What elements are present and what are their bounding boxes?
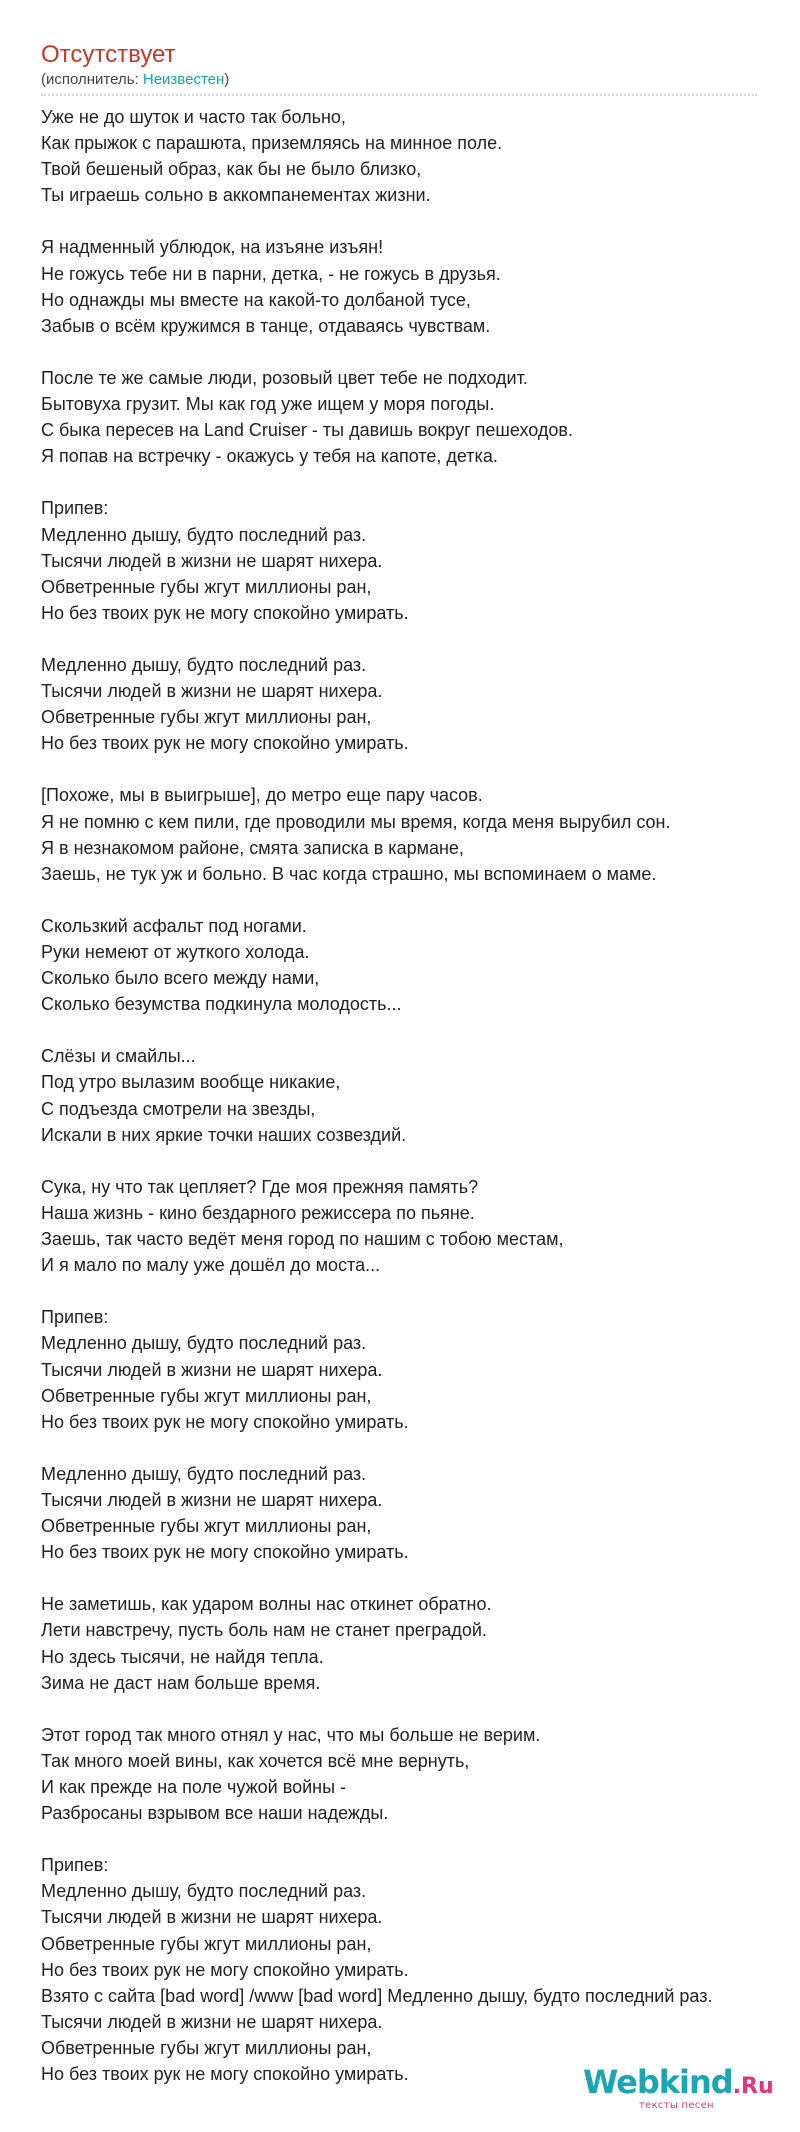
lyric-line: И как прежде на поле чужой войны -: [41, 1777, 347, 1797]
lyric-line: Твой бешеный образ, как бы не было близко,: [41, 159, 422, 180]
lyric-line: Медленно дышу, будто последний раз.: [41, 1463, 367, 1484]
lyric-line: Бытовуха грузит. Мы как год уже ищем у моря погоды.: [41, 394, 495, 415]
artist-prefix: (исполнитель:: [41, 71, 143, 88]
webkind-logo[interactable]: [583, 2064, 773, 2114]
lyric-line: Тысячи людей в жизни не шарят нихера.: [41, 550, 383, 571]
lyric-line: Я попав на встречку - окажусь у тебя на капоте, детка.: [41, 446, 498, 467]
lyric-line: С подъезда смотрели на звезды,: [41, 1098, 316, 1119]
lyric-line: Как прыжок с парашюта, приземляясь на минное поле.: [41, 133, 503, 154]
lyric-line: Но без твоих рук не могу спокойно умирать.: [41, 2064, 409, 2085]
lyric-line: Припев:: [41, 1855, 109, 1876]
lyrics-stanza: [41, 1461, 800, 1565]
lyric-line: Разбросаны взрывом все наши надежды.: [41, 1803, 389, 1824]
lyric-line: С быка пересев на Land Cruiser - ты давишь вокруг пешеходов.: [41, 420, 573, 441]
lyric-line: Взято с сайта [bad word] /www [bad word] Медленно дышу, будто последний раз.: [41, 1985, 713, 2006]
logo-brand: Webkind: [583, 2063, 733, 2101]
lyric-line: Но однажды мы вместе на какой-то долбаной тусе,: [41, 289, 471, 310]
lyric-line: Сука, ну что так цепляет? Где моя прежняя память?: [41, 1176, 479, 1197]
lyric-line: Обветренные губы жгут миллионы ран,: [41, 576, 372, 597]
lyric-line: Тысячи людей в жизни не шарят нихера.: [41, 1907, 383, 1928]
lyric-line: Наша жизнь - кино бездарного режиссера по пьяне.: [41, 1202, 475, 1223]
lyric-line: Я не помню с кем пили, где проводили мы время, когда меня вырубил сон.: [41, 811, 671, 832]
lyric-line: Слёзы и смайлы...: [41, 1046, 196, 1067]
lyric-line: Но без твоих рук не могу спокойно умирать.: [41, 1542, 409, 1563]
lyric-line: Обветренные губы жгут миллионы ран,: [41, 1385, 372, 1406]
lyric-line: Зима не даст нам больше время.: [41, 1672, 321, 1693]
lyrics-stanza: [41, 495, 800, 625]
lyric-line: Я надменный ублюдок, на изъяне изъян!: [41, 237, 384, 258]
lyric-line: Так много моей вины, как хочется всё мне вернуть,: [41, 1750, 470, 1771]
lyric-line: Сколько было всего между нами,: [41, 968, 320, 989]
lyrics-stanza: [41, 1591, 800, 1695]
lyric-line: Лети навстречу, пусть боль нам не станет преградой.: [41, 1620, 487, 1641]
lyrics-stanza: [41, 913, 800, 1017]
lyric-line: Обветренные губы жгут миллионы ран,: [41, 1516, 372, 1537]
song-title: Отсутствует: [41, 41, 176, 68]
lyric-line: Уже не до шуток и часто так больно,: [41, 107, 346, 127]
lyric-line: Тысячи людей в жизни не шарят нихера.: [41, 1489, 383, 1510]
lyrics-stanza: [41, 104, 800, 208]
lyric-line: Сколько безумства подкинула молодость...: [41, 994, 402, 1015]
lyrics-stanza: [41, 1852, 800, 2087]
logo-tld: .Ru: [732, 2074, 774, 2099]
lyrics-stanza: [41, 365, 800, 469]
lyric-line: Не заметишь, как ударом волны нас откинет обратно.: [41, 1594, 492, 1615]
lyrics-stanza: [41, 652, 800, 756]
lyrics-body: [41, 104, 800, 2087]
artist-suffix: ): [224, 71, 230, 88]
lyrics-stanza: [41, 1174, 800, 1278]
lyric-line: Обветренные губы жгут миллионы ран,: [41, 1933, 372, 1954]
lyric-line: Медленно дышу, будто последний раз.: [41, 654, 367, 675]
lyric-line: Руки немеют от жуткого холода.: [41, 942, 310, 962]
lyric-line: Я в незнакомом районе, смята записка в кармане,: [41, 837, 464, 858]
lyric-line: Заешь, так часто ведёт меня город по нашим с тобою местам,: [41, 1229, 564, 1250]
lyric-line: Но без твоих рук не могу спокойно умирать.: [41, 733, 409, 754]
lyrics-stanza: [41, 782, 800, 886]
lyric-line: Этот город так много отнял у нас, что мы больше не верим.: [41, 1724, 541, 1745]
lyric-line: Тысячи людей в жизни не шарят нихера.: [41, 2011, 383, 2032]
lyric-line: Обветренные губы жгут миллионы ран,: [41, 2037, 372, 2058]
lyrics-stanza: [41, 1043, 800, 1147]
lyric-line: [Похоже, мы в выигрыше], до метро еще пару часов.: [41, 785, 483, 806]
logo-tagline: тексты песен: [639, 2100, 714, 2111]
lyric-line: Тысячи людей в жизни не шарят нихера.: [41, 1359, 383, 1380]
lyric-line: Заешь, не тук уж и больно. В час когда страшно, мы вспоминаем о маме.: [41, 863, 657, 884]
artist-link[interactable]: Неизвестен: [142, 71, 225, 88]
lyric-line: Медленно дышу, будто последний раз.: [41, 524, 367, 545]
artist-line: [41, 70, 229, 90]
lyric-line: Припев:: [41, 498, 109, 519]
lyric-line: После те же самые люди, розовый цвет тебе не подходит.: [41, 367, 528, 388]
lyric-line: Но без твоих рук не могу спокойно умирать.: [41, 602, 409, 623]
lyric-line: Под утро вылазим вообще никакие,: [41, 1072, 341, 1093]
logo-wordmark: [583, 2064, 774, 2105]
lyric-line: Ты играешь сольно в аккомпанементах жизни.: [41, 185, 431, 206]
lyric-line: Обветренные губы жгут миллионы ран,: [41, 707, 372, 728]
lyric-line: Медленно дышу, будто последний раз.: [41, 1881, 367, 1902]
lyric-line: Но без твоих рук не могу спокойно умирать.: [41, 1411, 409, 1432]
lyric-line: Тысячи людей в жизни не шарят нихера.: [41, 681, 383, 702]
lyric-line: Но здесь тысячи, не найдя тепла.: [41, 1646, 324, 1667]
title-divider: [41, 94, 757, 96]
lyrics-stanza: [41, 234, 800, 338]
lyric-line: Искали в них яркие точки наших созвездий.: [41, 1124, 407, 1145]
lyric-line: Скользкий асфальт под ногами.: [41, 915, 307, 936]
lyric-line: Медленно дышу, будто последний раз.: [41, 1333, 367, 1354]
lyric-line: Припев:: [41, 1307, 109, 1328]
lyric-line: Не гожусь тебе ни в парни, детка, - не гожусь в друзья.: [41, 263, 501, 284]
lyric-line: Но без твоих рук не могу спокойно умирать.: [41, 1959, 409, 1980]
lyrics-stanza: [41, 1304, 800, 1434]
lyric-line: Забыв о всём кружимся в танце, отдаваясь чувствам.: [41, 315, 491, 336]
lyric-line: И я мало по малу уже дошёл до моста...: [41, 1255, 381, 1276]
lyrics-stanza: [41, 1722, 800, 1826]
